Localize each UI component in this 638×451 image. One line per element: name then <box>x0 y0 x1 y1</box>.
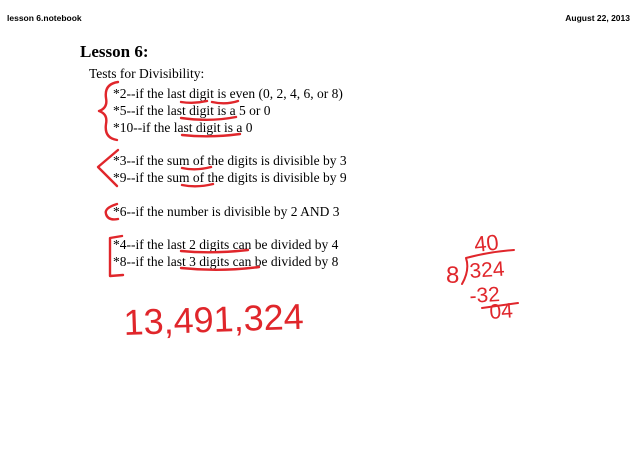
rule-divisible-by-8: *8--if the last 3 digits can be divided by 8 <box>113 254 339 269</box>
lesson-title: Lesson 6: <box>80 42 149 61</box>
rule-divisible-by-6: *6--if the number is divisible by 2 AND 3 <box>113 204 340 219</box>
notebook-filename: lesson 6.notebook <box>7 13 82 23</box>
division-remainder: 04 <box>488 299 514 324</box>
rule-divisible-by-3: *3--if the sum of the digits is divisible by 3 <box>113 153 347 168</box>
rule-divisible-by-4: *4--if the last 2 digits can be divided by 4 <box>113 237 339 252</box>
division-divisor: 8 <box>446 262 460 289</box>
division-result-line <box>482 303 518 308</box>
division-dividend: 324 <box>468 257 506 283</box>
rule-divisible-by-2: *2--if the last digit is even (0, 2, 4, 6, or 8) <box>113 86 343 101</box>
handwritten-large-number: 13,491,324 <box>122 295 305 343</box>
section-subtitle: Tests for Divisibility: <box>89 66 205 81</box>
rule-divisible-by-5: *5--if the last digit is a 5 or 0 <box>113 103 271 118</box>
division-subtracted: -32 <box>468 282 501 308</box>
rule-divisible-by-10: *10--if the last digit is a 0 <box>113 120 253 135</box>
handwritten-long-division <box>446 230 518 324</box>
division-bracket <box>462 250 514 284</box>
division-quotient: 40 <box>472 229 500 257</box>
handwritten-number <box>123 296 305 343</box>
page-date: August 22, 2013 <box>565 13 630 23</box>
rule-divisible-by-9: *9--if the sum of the digits is divisible by 9 <box>113 170 347 185</box>
